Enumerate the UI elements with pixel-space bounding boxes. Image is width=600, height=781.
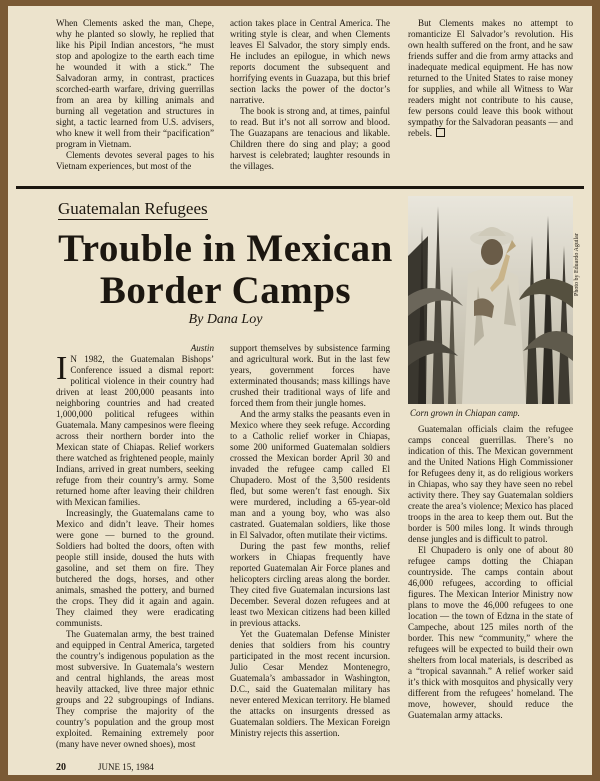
section-divider <box>16 186 584 189</box>
paragraph <box>408 18 573 139</box>
photo-caption: Corn grown in Chiapan camp. <box>410 408 520 418</box>
section-kicker: Guatemalan Refugees <box>58 199 208 218</box>
article-column-1 <box>56 343 214 750</box>
paragraph: Clements devotes several pages to his Vietnam experiences, but most of the <box>56 150 214 171</box>
paragraph: The Guatemalan army, the best trained and equipped in Central America, targeted the country’s indigenous population as the most subversive. In Guatemala’s western and central highlands, the areas most heavily attacked, live three major ethnic groups and 22 subgroupings of Indians. They comprise the majority of the country’s population and the group most exploited. Remaining extremely poor (many have never owned shoes), most <box>56 629 214 749</box>
paragraph: When Clements asked the man, Chepe, why he planted so slowly, he replied that like his Pipil Indian ancestors, “he must stop and apologize to the earth each time he wounded it with a stick.” The Salvadoran army, in contrast, practices scorched-earth warfare, driving guerrillas from an area by killing animals and burning all vegetation and structures in sight, a tactic learned from U.S. advisers, who knew it well from their “pacification” program in Vietnam. <box>56 18 214 149</box>
end-of-story-icon <box>436 128 445 137</box>
headline-line-2: Border Camps <box>99 269 352 312</box>
paragraph: The book is strong and, at times, painful to read. But it’s not all sorrow and blood. The Guazapans are tenacious and likable. Children there do sing and play; a good harvest is celebrated; laughter resounds in the villages. <box>230 106 390 171</box>
paragraph: El Chupadero is only one of about 80 refugee camps dotting the Chiapan countryside. The camps contain about 46,000 refugees, according to official figures. The Mexican Interior Ministry now plans to move the 46,000 refugees to one location — the town of Edzna in the state of Campeche, about 125 miles north of the border. This new “community,” where the refugees will be expected to build their own shelters from local materials, is described as a “tropical savannah.” A relief worker said it’s thick with mosquitos and physically very different from the refugees’ homeland. The move, however, should reduce the Guatemalan army attacks. <box>408 545 573 720</box>
paragraph: Guatemalan officials claim the refugee camps conceal guerrillas. There’s no indication of this. The Mexican government and the United Nations High Commissioner for Refugees deny it, as do religious workers in Chiapas, who say they have seen no rebel activity there. They say Guatemalan soldiers create the area’s violence; Mexico has placed troops in the area to keep them out. But the border is 500 miles long. It winds through dense jungles and is difficult to patrol. <box>408 424 573 544</box>
paragraph-text: But Clements makes no attempt to romanticize El Salvador’s revolution. His own health suffered on the front, and he saw friends suffer and die from army attacks and inadequate medical equipment. He has now returned to the United States to raise money for supplies, and while all Witness to War readers might not contribute to his cause, few persons could leave this book without sympathy for the Salvadoran peasants — and rebels. <box>408 18 573 138</box>
lead-paragraph-text: N 1982, the Guatemalan Bishops’ Conference issued a dismal report: political violence in their country had driven at least 200,000 peasants into neighboring countries and had created 1,000,000 political refugees within Guatemala. Many campesinos were fleeing across their northern border into the Mexican state of Chiapas. Relief workers there watched as frightened people, mainly Indians, arrived in great numbers, seeking refuge from their country’s army. Some returned home after leaving their children with Mexican families. <box>56 354 214 507</box>
cornfield-photo <box>408 196 573 404</box>
page-number: 20 <box>56 762 66 773</box>
paragraph: Yet the Guatemalan Defense Minister denies that soldiers from his country participated in the most recent incursion. Julio Cesar Mendez Montenegro, Guatemala’s ambassador in Washington, D.C., said the Guatemalan military has never entered Mexican territory. He blamed the attacks on insurgents dressed as Guatemalan soldiers. The Mexican Foreign Ministry rejects this assertion. <box>230 629 390 738</box>
dateline: Austin <box>190 343 214 353</box>
kicker-underline <box>58 219 208 220</box>
top-story-column-1 <box>56 18 214 172</box>
byline: By Dana Loy <box>188 312 263 327</box>
issue-date: JUNE 15, 1984 <box>98 762 154 772</box>
magazine-page <box>8 6 592 775</box>
drop-cap: I <box>56 350 68 387</box>
lead-paragraph <box>56 350 214 508</box>
headline-line-1: Trouble in Mexican <box>58 227 393 270</box>
paragraph: During the past few months, relief workers in Chiapas frequently have reported Guatemalan Air Force planes and helicopters circling areas along the border. They cited five Guatemalan incursions last December. Several dozen refugees and at least two Mexican citizens had been killed in previous attacks. <box>230 541 390 628</box>
paragraph: action takes place in Central America. The writing style is clear, and when Clements leaves El Salvador, the story simply ends. He includes an epilogue, in which news reports document the subsequent and horrifying events in Guazapa, but this brief section lacks the power of the doctor’s narrative. <box>230 18 390 105</box>
headline <box>48 228 403 312</box>
paragraph: support themselves by subsistence farming and agricultural work. But in the last few years, government forces have exterminated thousands; mass killings have crushed their traditional ways of life and forced them from their jungle homes. <box>230 343 390 408</box>
paragraph: Increasingly, the Guatemalans came to Mexico and didn’t leave. Their homes were gone — burned to the ground. Soldiers had bolted the doors, often with people still inside, doused the huts with gasoline, and set them on fire. They butchered the dogs, horses, and other animals, smashed the pottery, and burned the crops. They did it again and again. They claimed they were eradicating communists. <box>56 508 214 628</box>
top-story-column-2 <box>230 18 390 172</box>
top-story-column-3 <box>408 18 573 139</box>
article-column-3 <box>408 424 573 721</box>
article-column-2 <box>230 343 390 739</box>
paragraph: And the army stalks the peasants even in Mexico where they seek refuge. According to a Catholic relief worker in Chiapas, some 200 uniformed Guatemalan soldiers crossed the Mexican border April 30 and invaded the refugee camp called El Chupadero. Most of the 3,500 residents fled, but some weren’t fast enough. Six were murdered, including a 65-year-old man and a young boy, who was also castrated. Guatemalan soldiers, like those in El Salvador, often mutilate their victims. <box>230 409 390 540</box>
photo-credit: Photo by Eduardo Aguilar <box>574 233 580 296</box>
